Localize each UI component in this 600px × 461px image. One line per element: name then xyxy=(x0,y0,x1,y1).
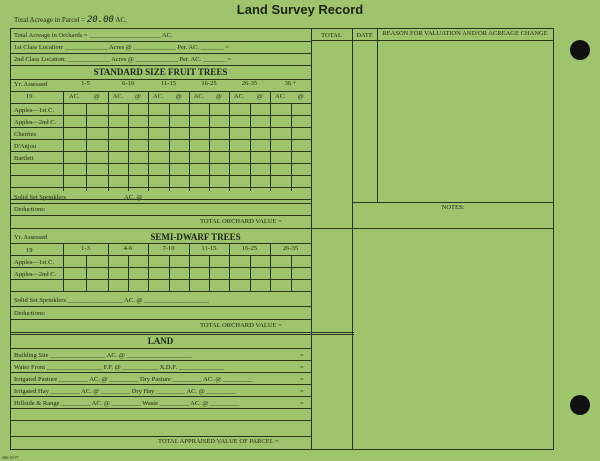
notes-rule xyxy=(352,202,554,203)
grid-subcol xyxy=(291,255,292,291)
at-subhead: @ xyxy=(175,93,182,100)
ac-subhead: AC. xyxy=(152,93,164,100)
row-line xyxy=(10,91,311,92)
eq: = xyxy=(300,376,304,383)
age-range-1: 6-10 xyxy=(122,80,134,87)
row-line xyxy=(10,291,311,292)
orchards-field[interactable]: Total Acreage in Orchards = ______________________ AC. xyxy=(14,32,173,39)
page-title: Land Survey Record xyxy=(236,2,364,17)
semi-age-2: 7-10 xyxy=(162,245,175,252)
grid-col xyxy=(148,91,149,191)
grid-col xyxy=(270,91,271,191)
age-range-5: 36 + xyxy=(284,80,297,87)
total-header: TOTAL xyxy=(321,32,342,39)
land-title: LAND xyxy=(147,336,174,346)
tree-row-label-0: Apples—1st C. xyxy=(14,107,55,114)
eq: = xyxy=(300,400,304,407)
semi-age-5: 26-35 xyxy=(282,245,299,252)
parcel-label: Total Acreage in Parcel = xyxy=(14,16,86,24)
at-subhead: @ xyxy=(93,93,100,100)
grid-subcol xyxy=(209,103,210,191)
grid-subcol xyxy=(250,255,251,291)
grid-col xyxy=(189,91,190,191)
semi-row-label-0: Apples—1st C. xyxy=(14,259,55,266)
section-rule-double xyxy=(10,334,354,335)
row-line xyxy=(10,151,311,152)
total-col-right xyxy=(352,28,353,450)
semi-yr-assessed: Yr. Assessed xyxy=(14,234,48,241)
row-line xyxy=(10,348,311,349)
section-rule xyxy=(10,332,354,333)
date-col-right xyxy=(377,28,378,202)
grand-total-label: TOTAL APPRAISED VALUE OF PARCEL = xyxy=(158,438,279,445)
reason-header: REASON FOR VALUATION AND/OR ACREAGE CHANGE xyxy=(382,30,548,37)
parcel-value[interactable]: 20.00 xyxy=(86,15,114,25)
semi-age-1: 4-6 xyxy=(123,245,133,252)
semi-sprinklers-field[interactable]: Solid Set Sprinklers _________________ AC. @ ____________________ xyxy=(14,297,210,304)
frame-bottom xyxy=(10,449,554,450)
section-rule xyxy=(10,228,554,229)
row-line xyxy=(10,436,311,437)
header-rule xyxy=(311,40,554,41)
grid-subcol xyxy=(86,255,87,291)
row-line xyxy=(10,175,311,176)
age-range-4: 26-35 xyxy=(241,80,258,87)
row-line xyxy=(10,139,311,140)
grid-subcol xyxy=(209,255,210,291)
row-line xyxy=(10,115,311,116)
ac-subhead: AC. xyxy=(274,93,286,100)
semi-deductions-label: Deductions: xyxy=(14,310,46,317)
parcel-unit: AC. xyxy=(115,16,127,24)
row-line xyxy=(10,203,311,204)
year-19-label: 19 xyxy=(26,93,33,100)
grid-subcol xyxy=(169,103,170,191)
semi-age-0: 1-3 xyxy=(81,245,90,252)
semi-dwarf-title: SEMI-DWARF TREES xyxy=(150,232,241,242)
semi-year-19: 19 xyxy=(26,247,33,254)
tree-row-label-1: Apples—2nd C. xyxy=(14,119,57,126)
grid-subcol xyxy=(86,103,87,191)
at-subhead: @ xyxy=(216,93,222,100)
row-line xyxy=(10,215,311,216)
total-orchard-value: TOTAL ORCHARD VALUE = xyxy=(200,218,282,225)
eq: = xyxy=(300,364,304,371)
grid-subcol xyxy=(128,103,129,191)
grid-subcol xyxy=(250,103,251,191)
age-range-2: 11-15 xyxy=(161,80,176,87)
grid-subcol xyxy=(128,255,129,291)
land-row-2[interactable]: Irrigated Pasture _________ AC. @ _________ Dry Pasture _________ AC. @ _________ xyxy=(14,376,253,383)
land-row-4[interactable]: Hillside & Range _________ AC. @ _________ Waste _________ AC. @ _________ xyxy=(14,400,240,407)
semi-total-orchard: TOTAL ORCHARD VALUE = xyxy=(200,322,282,329)
row-line xyxy=(10,306,311,307)
land-row-1[interactable]: Water Front _________________ F.F. @ ___________ X.D.F. ______________ xyxy=(14,364,225,371)
binder-hole-top xyxy=(570,40,590,60)
tree-row-label-4: Bartlett xyxy=(14,155,34,162)
binder-hole-bottom xyxy=(570,395,590,415)
frame-top xyxy=(10,28,554,29)
ac-subhead: AC. xyxy=(68,93,80,100)
frame-right xyxy=(553,28,554,450)
notes-label: NOTES: xyxy=(441,204,465,211)
deductions-label: Deductions: xyxy=(14,206,46,213)
land-row-3[interactable]: Irrigated Hay _________ AC. @ _________ Dry Hay _________ AC. @ _________ xyxy=(14,388,236,395)
at-subhead: @ xyxy=(135,93,141,100)
first-class-field[interactable]: 1st Class Location: _____________ Acres @ _____________ Per. AC. _______ = xyxy=(14,44,229,51)
semi-age-4: 16-25 xyxy=(241,245,258,252)
row-line xyxy=(10,420,311,421)
form-number: 306-10-77 xyxy=(2,455,19,460)
grid-col xyxy=(229,91,230,191)
tree-row-label-2: Cherries xyxy=(14,131,37,138)
parcel-acreage xyxy=(14,15,127,25)
at-subhead: @ xyxy=(256,93,263,100)
total-col-left xyxy=(311,28,312,450)
row-line xyxy=(10,187,311,188)
ac-subhead: AC. xyxy=(112,93,124,100)
row-line xyxy=(10,319,311,320)
eq: = xyxy=(300,388,304,395)
ac-subhead: AC. xyxy=(233,93,245,100)
second-class-field[interactable]: 2nd Class Location: _____________ Acres @ _____________ Per. AC. _______ = xyxy=(14,56,231,63)
row-line xyxy=(10,53,311,54)
row-line xyxy=(10,243,311,244)
row-line xyxy=(10,372,311,373)
row-line xyxy=(10,65,311,66)
row-line xyxy=(10,41,311,42)
eq: = xyxy=(300,352,304,359)
semi-age-3: 11-15 xyxy=(201,245,217,252)
standard-trees-title: STANDARD SIZE FRUIT TREES xyxy=(93,67,228,77)
row-line xyxy=(10,408,311,409)
grid-subcol xyxy=(291,103,292,191)
age-range-3: 16-25 xyxy=(201,80,217,87)
row-line xyxy=(10,279,311,280)
date-header: DATE xyxy=(356,32,373,39)
row-line xyxy=(10,255,311,256)
grid-col xyxy=(63,91,64,191)
land-row-0[interactable]: Building Site _________________ AC. @ ____________________ xyxy=(14,352,192,359)
row-line xyxy=(10,103,311,104)
row-line xyxy=(10,267,311,268)
yr-assessed-label: Yr. Assessed xyxy=(14,81,48,88)
ac-subhead: AC. xyxy=(193,93,205,100)
row-line xyxy=(10,360,311,361)
at-subhead: @ xyxy=(297,93,304,100)
sprinklers-field[interactable]: Solid Set Sprinklers _________________ AC. @ ____________________ xyxy=(14,194,210,201)
row-line xyxy=(10,384,311,385)
age-range-0: 1-5 xyxy=(81,80,90,87)
grid-col xyxy=(108,91,109,191)
tree-row-label-3: D'Anjou xyxy=(14,143,37,150)
row-line xyxy=(10,163,311,164)
row-line xyxy=(10,127,311,128)
grid-subcol xyxy=(169,255,170,291)
semi-row-label-1: Apples—2nd C. xyxy=(14,271,57,278)
row-line xyxy=(10,396,311,397)
